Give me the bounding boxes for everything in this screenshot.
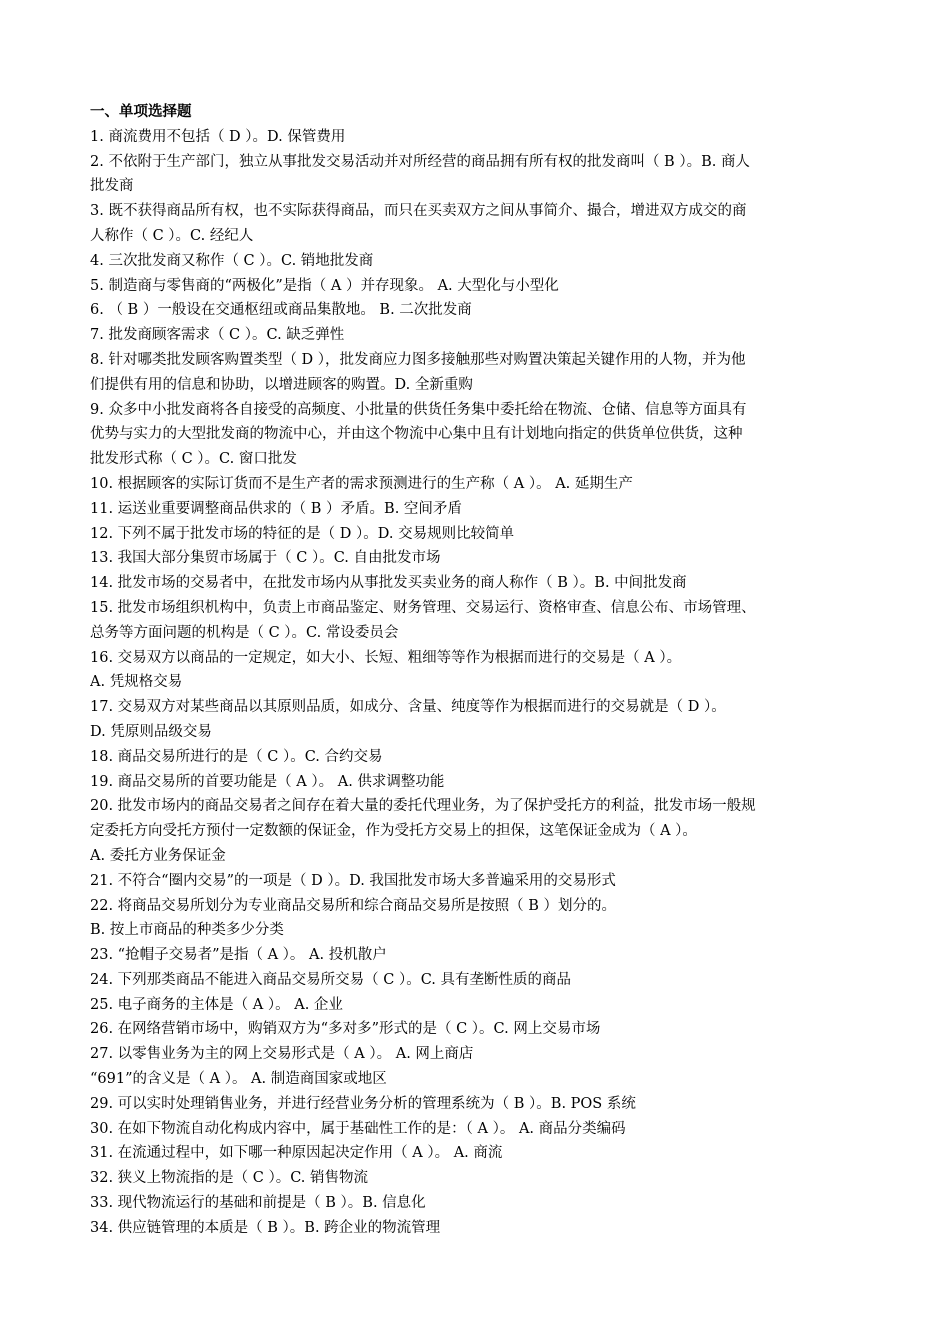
question-list [90,125,862,1241]
question-line: B. 按上市商品的种类多少分类 [90,922,284,939]
question-line: 5. 制造商与零售商的“两极化”是指（ A ）并存现象。 A. 大型化与小型化 [90,277,559,294]
question-line: 1. 商流费用不包括（ D ）。D. 保管费用 [90,128,346,145]
question-line: 30. 在如下物流自动化构成内容中，属于基础性工作的是：（ A ）。 A. 商品分类编码 [90,1120,626,1137]
question-line: 批发形式称（ C ）。C. 窗口批发 [90,451,297,468]
question-line: A. 委托方业务保证金 [90,847,226,864]
question-line: 27. 以零售业务为主的网上交易形式是（ A ）。 A. 网上商店 [90,1046,474,1063]
question-line: “691”的含义是（ A ）。 A. 制造商国家或地区 [90,1071,387,1088]
question-line: 们提供有用的信息和协助，以增进顾客的购置。D. 全新重购 [90,376,473,393]
question-line: 21. 不符合“圈内交易”的一项是（ D ）。D. 我国批发市场大多普遍采用的交易形式 [90,872,616,889]
question-line: 29. 可以实时处理销售业务，并进行经营业务分析的管理系统为（ B ）。B. POS 系统 [90,1095,636,1112]
question-line: 14. 批发市场的交易者中，在批发市场内从事批发买卖业务的商人称作（ B ）。B. 中间批发商 [90,575,687,592]
question-line: 4. 三次批发商又称作（ C ）。C. 销地批发商 [90,252,374,269]
question-line: 17. 交易双方对某些商品以其原则品质，如成分、含量、纯度等作为根据而进行的交易就是（ D ）。 [90,699,726,716]
question-line: 优势与实力的大型批发商的物流中心，并由这个物流中心集中且有计划地向指定的供货单位供货，这种 [90,426,743,443]
question-line: 32. 狭义上物流指的是（ C ）。C. 销售物流 [90,1170,369,1187]
question-line: 7. 批发商顾客需求（ C ）。C. 缺乏弹性 [90,327,345,344]
question-line: 24. 下列那类商品不能进入商品交易所交易（ C ）。C. 具有垄断性质的商品 [90,971,572,988]
section-title: 一、单项选择题 [90,104,192,120]
question-line: 6. （ B ）一般设在交通枢纽或商品集散地。 B. 二次批发商 [90,302,472,319]
question-line: D. 凭原则品级交易 [90,723,212,740]
question-line: 10. 根据顾客的实际订货而不是生产者的需求预测进行的生产称（ A ）。 A. 延期生产 [90,475,633,492]
question-line: 13. 我国大部分集贸市场属于（ C ）。C. 自由批发市场 [90,550,441,567]
question-line: 9. 众多中小批发商将各自接受的高频度、小批量的供货任务集中委托给在物流、仓储、信息等方面具有 [90,401,747,418]
question-line: 26. 在网络营销市场中，购销双方为“多对多”形式的是（ C ）。C. 网上交易市场 [90,1021,601,1038]
question-line: 22. 将商品交易所划分为专业商品交易所和综合商品交易所是按照（ B ）划分的。 [90,897,617,914]
document-page [90,100,862,1241]
question-line: 19. 商品交易所的首要功能是（ A ）。 A. 供求调整功能 [90,773,445,790]
question-line: 批发商 [90,178,134,195]
question-line: 34. 供应链管理的本质是（ B ）。B. 跨企业的物流管理 [90,1219,441,1236]
question-line: 25. 电子商务的主体是（ A ）。 A. 企业 [90,996,343,1013]
question-line: 20. 批发市场内的商品交易者之间存在着大量的委托代理业务，为了保护受托方的利益，批发市场一般规 [90,798,756,815]
question-line: 3. 既不获得商品所有权，也不实际获得商品，而只在买卖双方之间从事简介、撮合，增进双方成交的商 [90,203,747,220]
question-line: 23. “抢帽子交易者”是指（ A ）。 A. 投机散户 [90,947,387,964]
question-line: 12. 下列不属于批发市场的特征的是（ D ）。D. 交易规则比较简单 [90,525,515,542]
question-line: 15. 批发市场组织机构中，负责上市商品鉴定、财务管理、交易运行、资格审查、信息公布、市场管理、 [90,599,756,616]
question-line: 11. 运送业重要调整商品供求的（ B ）矛盾。B. 空间矛盾 [90,500,462,517]
question-line: 人称作（ C ）。C. 经纪人 [90,227,254,244]
question-line: 8. 针对哪类批发顾客购置类型（ D ），批发商应力图多接触那些对购置决策起关键作用的人物，并为他 [90,351,746,368]
question-line: 18. 商品交易所进行的是（ C ）。C. 合约交易 [90,748,383,765]
question-line: 总务等方面问题的机构是（ C ）。C. 常设委员会 [90,624,399,641]
question-line: 16. 交易双方以商品的一定规定，如大小、长短、粗细等等作为根据而进行的交易是（ A ）。 [90,649,682,666]
question-line: 2. 不依附于生产部门，独立从事批发交易活动并对所经营的商品拥有所有权的批发商叫（ B ）。B. 商人 [90,153,750,170]
question-line: 31. 在流通过程中，如下哪一种原因起决定作用（ A ）。 A. 商流 [90,1145,503,1162]
question-line: 33. 现代物流运行的基础和前提是（ B ）。B. 信息化 [90,1195,426,1212]
question-line: A. 凭规格交易 [90,674,183,691]
question-line: 定委托方向受托方预付一定数额的保证金，作为受托方交易上的担保，这笔保证金成为（ A ）。 [90,823,697,840]
